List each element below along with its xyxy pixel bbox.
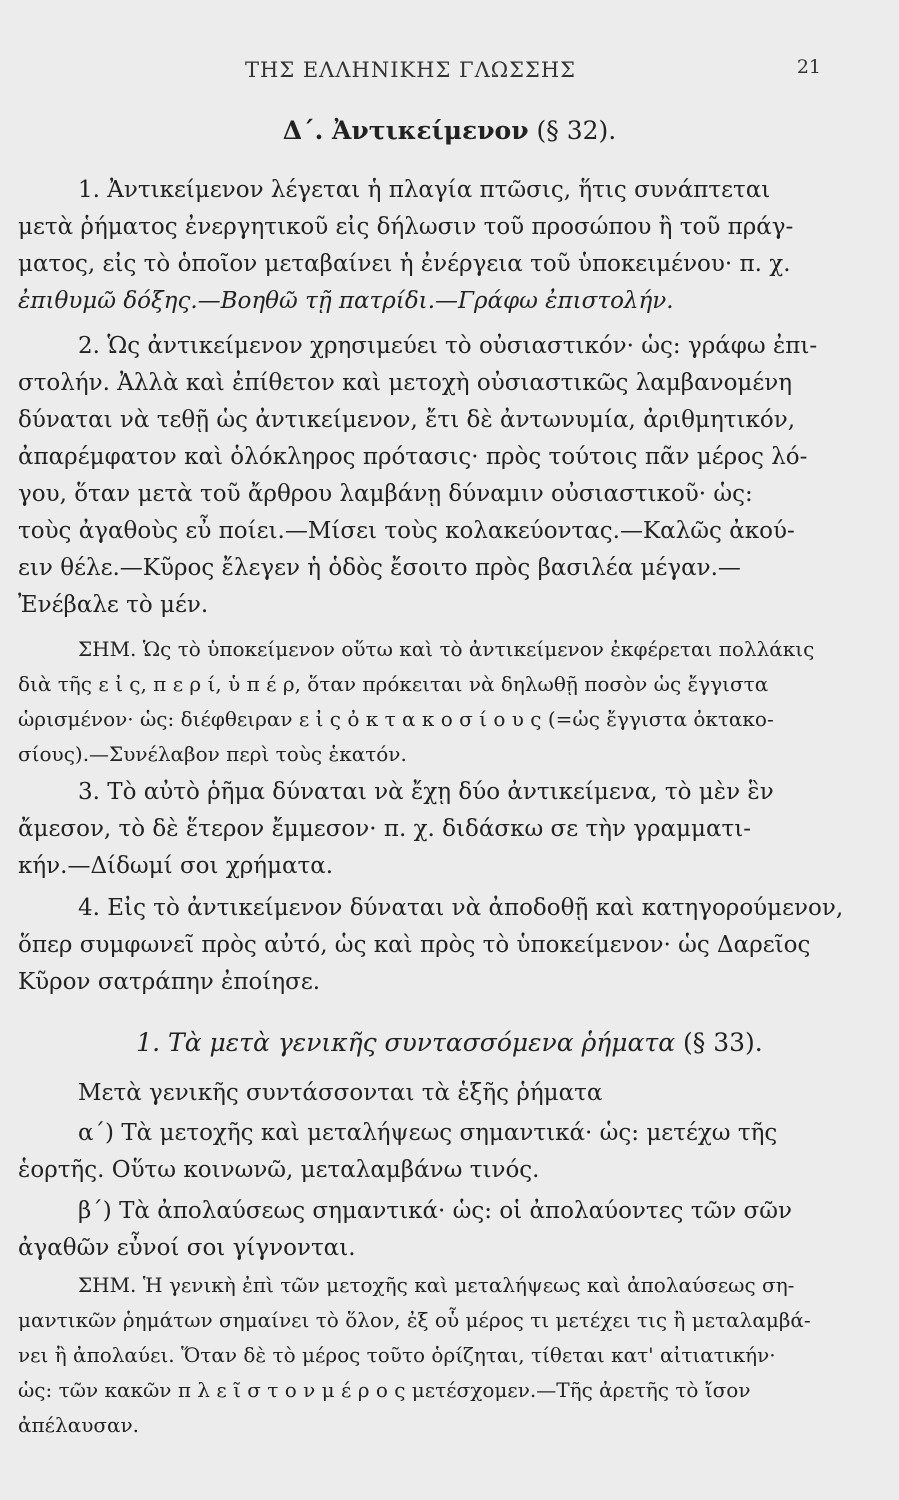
- text-line: 3. Τὸ αὐτὸ ῥῆμα δύναται νὰ ἔχῃ δύο ἀντικείμενα, τὸ μὲν ἓν: [78, 779, 774, 805]
- section-heading-ref: (§ 32).: [536, 116, 617, 145]
- intro-line: [18, 1075, 803, 1112]
- note-line: ὡς: τῶν κακῶν π λ ε ῖ σ τ ο ν μ έ ρ ο ς μετέσχομεν.—Τῆς ἀρετῆς τὸ ἴσον: [18, 1378, 751, 1402]
- note-2: [18, 1268, 811, 1443]
- text-line: μετὰ ῥήματος ἐνεργητικοῦ εἰς δήλωσιν τοῦ προσώπου ἢ τοῦ πράγ-: [18, 214, 794, 240]
- text-line: [18, 283, 803, 320]
- text-line: κήν.—Δίδωμί σοι χρήματα.: [18, 853, 334, 879]
- text-line: ὅπερ συμφωνεῖ πρὸς αὐτό, ὡς καὶ πρὸς τὸ ὑποκείμενον· ὡς Δαρεῖος: [18, 932, 811, 958]
- text-line: Κῦρον σατράπην ἐποίησε.: [18, 969, 321, 995]
- text-line: ἑορτῆς. Οὕτω κοινωνῶ, μεταλαμβάνω τινός.: [18, 1157, 540, 1183]
- text-line: τοὺς ἀγαθοὺς εὖ ποίει.—Μίσει τοὺς κολακεύοντας.—Καλῶς ἀκού-: [18, 518, 795, 544]
- section-heading-object: [0, 116, 899, 145]
- item-a: [18, 1115, 803, 1189]
- paragraph-3: [18, 774, 803, 885]
- note-line: διὰ τῆς ε ἰ ς, π ε ρ ί, ὑ π έ ρ, ὅταν πρόκειται νὰ δηλωθῇ ποσὸν ὡς ἔγγιστα: [18, 672, 769, 696]
- note-line: νει ἢ ἀπολαύει. Ὅταν δὲ τὸ μέρος τοῦτο ὁρίζηται, τίθεται κατ' αἰτιατικήν·: [18, 1343, 776, 1367]
- text-line: δύναται νὰ τεθῇ ὡς ἀντικείμενον, ἔτι δὲ ἀντωνυμία, ἀριθμητικόν,: [18, 407, 796, 433]
- note-line: ΣΗΜ. Ὡς τὸ ὑποκείμενον οὕτω καὶ τὸ ἀντικείμενον ἐκφέρεται πολλάκις: [78, 637, 815, 661]
- note-line: ἀπέλαυσαν.: [18, 1413, 140, 1437]
- section-heading-genitive: [0, 1028, 899, 1057]
- note-line: σίους).—Συνέλαβον περὶ τοὺς ἑκατόν.: [18, 742, 407, 766]
- note-line: ὡρισμένον· ὡς: διέφθειραν ε ἰ ς ὀ κ τ α κ ο σ ί ο υ ς (=ὡς ἔγγιστα ὀκτακο-: [18, 707, 774, 731]
- text-line: στολήν. Ἀλλὰ καὶ ἐπίθετον καὶ μετοχὴ οὐσιαστικῶς λαμβανομένη: [18, 370, 793, 396]
- note-1: [18, 632, 815, 772]
- paragraph-4: [18, 890, 844, 1001]
- text-line: ἄμεσον, τὸ δὲ ἕτερον ἔμμεσον· π. χ. διδάσκω σε τὴν γραμματι-: [18, 816, 752, 842]
- paragraph-2: [18, 328, 818, 624]
- section-heading-label: 1. Τὰ μετὰ γενικῆς συντασσόμενα ῥήματα: [136, 1028, 676, 1057]
- text-line: ματος, εἰς τὸ ὁποῖον μεταβαίνει ἡ ἐνέργεια τοῦ ὑποκειμένου· π. χ.: [18, 251, 791, 277]
- running-head: ΤΗΣ ΕΛΛΗΝΙΚΗΣ ΓΛΩΣΣΗΣ: [245, 58, 577, 82]
- section-heading-ref: (§ 33).: [683, 1028, 763, 1057]
- text-line: ἀπαρέμφατον καὶ ὁλόκληρος πρότασις· πρὸς τούτοις πᾶν μέρος λό-: [18, 444, 808, 470]
- text-line: β΄) Τὰ ἀπολαύσεως σημαντικά· ὡς: οἱ ἀπολαύοντες τῶν σῶν: [78, 1198, 792, 1224]
- section-heading-label: Δ΄. Ἀντικείμενον: [282, 116, 529, 145]
- item-b: [18, 1193, 803, 1267]
- page-header: [0, 52, 899, 92]
- text-line: Ἐνέβαλε τὸ μέν.: [18, 592, 209, 618]
- text-line: ἀγαθῶν εὖνοί σοι γίγνονται.: [18, 1235, 356, 1261]
- text-line: ειν θέλε.—Κῦρος ἔλεγεν ἡ ὁδὸς ἔσοιτο πρὸς βασιλέα μέγαν.—: [18, 555, 741, 581]
- text-line: α΄) Τὰ μετοχῆς καὶ μεταλήψεως σημαντικά· ὡς: μετέχω τῆς: [78, 1120, 778, 1146]
- text-line: Μετὰ γενικῆς συντάσσονται τὰ ἑξῆς ῥήματα: [78, 1080, 603, 1106]
- paragraph-1: [18, 172, 803, 320]
- text-line: 4. Εἰς τὸ ἀντικείμενον δύναται νὰ ἀποδοθῇ καὶ κατηγορούμενον,: [78, 895, 844, 921]
- text-line: 2. Ὡς ἀντικείμενον χρησιμεύει τὸ οὐσιαστικόν· ὡς: γράφω ἐπι-: [78, 333, 818, 359]
- example-text: ἐπιθυμῶ δόξης.—Βοηθῶ τῇ πατρίδι.—Γράφω ἐπιστολήν.: [18, 288, 674, 314]
- note-line: μαντικῶν ῥημάτων σημαίνει τὸ ὅλον, ἐξ οὗ μέρος τι μετέχει τις ἢ μεταλαμβά-: [18, 1308, 811, 1332]
- text-line: 1. Ἀντικείμενον λέγεται ἡ πλαγία πτῶσις, ἥτις συνάπτεται: [78, 177, 771, 203]
- text-line: γου, ὅταν μετὰ τοῦ ἄρθρου λαμβάνῃ δύναμιν οὐσιαστικοῦ· ὡς:: [18, 481, 753, 507]
- note-line: ΣΗΜ. Ἡ γενικὴ ἐπὶ τῶν μετοχῆς καὶ μεταλήψεως καὶ ἀπολαύσεως ση-: [78, 1273, 795, 1297]
- page-number: 21: [796, 56, 821, 78]
